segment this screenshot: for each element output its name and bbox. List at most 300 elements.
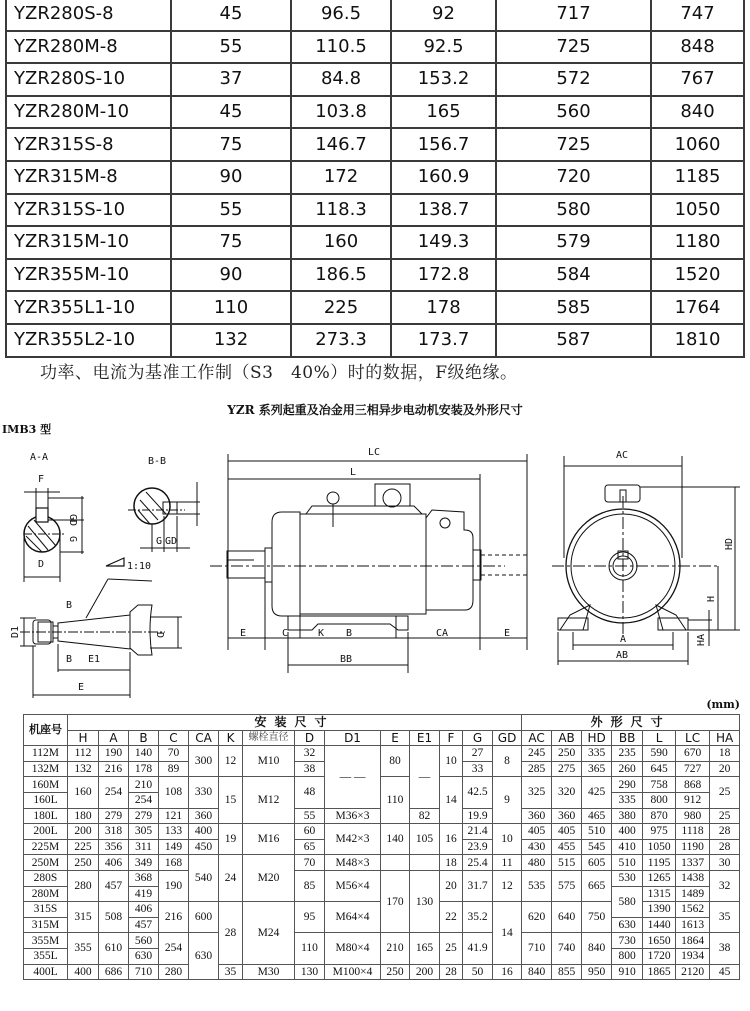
column-header: HA — [710, 730, 740, 746]
dimension-cell: 45 — [710, 964, 740, 980]
model-cell: YZR355M-10 — [6, 259, 171, 292]
dimension-cell: 1864 — [676, 933, 710, 949]
frame-number-header: 机座号 — [24, 715, 68, 746]
dimension-cell: 665 — [582, 870, 612, 901]
mounting-type-label: IMB3 型 — [2, 423, 52, 436]
dimension-cell: 279 — [129, 808, 159, 824]
table-row — [6, 96, 744, 129]
dimension-cell: 400 — [68, 964, 99, 980]
dimension-cell: 10 — [493, 824, 522, 855]
dimension-cell: 16 — [493, 964, 522, 980]
dimension-cell: 140 — [381, 824, 410, 855]
frame-number-cell: 315S — [24, 902, 68, 918]
table-row — [6, 31, 744, 64]
value-cell: 96.5 — [291, 0, 391, 31]
dimension-cell: 360 — [189, 808, 219, 824]
svg-text:L: L — [350, 467, 357, 478]
dimension-cell: 108 — [159, 777, 189, 808]
dimension-cell: 455 — [552, 839, 582, 855]
dimension-cell: 170 — [381, 870, 410, 932]
column-header: C — [159, 730, 189, 746]
dimension-cell: 216 — [159, 902, 189, 933]
value-cell: 103.8 — [291, 96, 391, 129]
dimension-cell: 356 — [99, 839, 129, 855]
dimension-cell: 25 — [710, 777, 740, 808]
drawing-labels — [10, 447, 735, 693]
dimension-cell: 1390 — [643, 902, 676, 918]
dimension-cell: 480 — [522, 855, 552, 871]
dimension-cell: M12 — [243, 777, 295, 824]
value-cell: 75 — [171, 128, 291, 161]
dimension-cell: 1934 — [676, 948, 710, 964]
dimension-cell: 400 — [612, 824, 643, 840]
dimension-cell: 912 — [676, 792, 710, 808]
column-header: 螺栓直径 — [243, 730, 295, 746]
table-row — [6, 161, 744, 194]
dimension-cell: 510 — [582, 824, 612, 840]
dimension-cell: 140 — [129, 746, 159, 762]
dimension-cell: 980 — [676, 808, 710, 824]
dimension-cell — [381, 855, 410, 871]
dimension-cell: 406 — [99, 855, 129, 871]
dimension-cell: 730 — [612, 933, 643, 949]
dimension-cell: 355 — [68, 933, 99, 964]
svg-text:D1: D1 — [10, 625, 21, 638]
svg-text:B: B — [66, 654, 73, 665]
dimension-cell: M100×4 — [325, 964, 381, 980]
value-cell: 1050 — [651, 194, 744, 227]
tapered-shaft-view — [20, 558, 182, 698]
dimension-cell: 31.7 — [463, 870, 493, 901]
model-cell: YZR315S-8 — [6, 128, 171, 161]
model-cell: YZR355L1-10 — [6, 291, 171, 324]
column-header: GD — [493, 730, 522, 746]
dimension-cell: 870 — [643, 808, 676, 824]
column-header: BB — [612, 730, 643, 746]
dimension-cell: 190 — [159, 870, 189, 901]
unit-label: (mm) — [706, 698, 740, 711]
dimension-drawing-svg — [0, 440, 750, 705]
dimension-cell: 15 — [219, 777, 243, 824]
motor-side-view — [210, 454, 527, 673]
dimension-cell: 800 — [612, 948, 643, 964]
dimension-cell: 70 — [159, 746, 189, 762]
dimension-cell: M48×3 — [325, 855, 381, 871]
dimension-cell: 130 — [295, 964, 325, 980]
dimension-cell: 60 — [295, 824, 325, 840]
dimension-cell: 12 — [493, 870, 522, 901]
svg-text:HA: HA — [696, 633, 707, 646]
value-cell: 747 — [651, 0, 744, 31]
dimension-cell: 630 — [129, 948, 159, 964]
dimension-cell: 405 — [552, 824, 582, 840]
table-row — [6, 63, 744, 96]
dimension-cell: 349 — [129, 855, 159, 871]
dimension-cell: 23.9 — [463, 839, 493, 855]
column-header: G — [463, 730, 493, 746]
value-cell: 160.9 — [391, 161, 496, 194]
dimension-cell: 48 — [295, 777, 325, 808]
value-cell: 172 — [291, 161, 391, 194]
dimension-cell: 758 — [643, 777, 676, 793]
dimension-cell: M42×3 — [325, 824, 381, 855]
value-cell: 717 — [496, 0, 651, 31]
dimension-cell: 855 — [552, 964, 582, 980]
model-cell: YZR315S-10 — [6, 194, 171, 227]
dimension-cell: 19 — [219, 824, 243, 855]
value-cell: 178 — [391, 291, 496, 324]
dimension-cell: 368 — [129, 870, 159, 886]
svg-text:E: E — [78, 682, 85, 693]
dimension-cell: 250 — [552, 746, 582, 762]
frame-number-cell: 355L — [24, 948, 68, 964]
dimension-cell: 950 — [582, 964, 612, 980]
dimension-cell: 311 — [129, 839, 159, 855]
dimension-cell: 168 — [159, 855, 189, 871]
value-cell: 110.5 — [291, 31, 391, 64]
dimension-cell: 330 — [189, 777, 219, 808]
value-cell: 572 — [496, 63, 651, 96]
table-row — [6, 194, 744, 227]
dimension-cell: 305 — [129, 824, 159, 840]
value-cell: 90 — [171, 161, 291, 194]
table-row — [24, 746, 740, 762]
svg-text:BB: BB — [340, 654, 353, 665]
dimension-cell: 25 — [440, 933, 463, 964]
dimension-cell: 430 — [522, 839, 552, 855]
table-row — [6, 291, 744, 324]
dimension-cell: 1562 — [676, 902, 710, 918]
column-header: E — [381, 730, 410, 746]
column-header: AC — [522, 730, 552, 746]
dimension-cell: 28 — [710, 824, 740, 840]
dimension-cell: 28 — [219, 902, 243, 964]
dimension-cell: 235 — [612, 746, 643, 762]
dimension-cell: M56×4 — [325, 870, 381, 901]
dimension-cell: 1190 — [676, 839, 710, 855]
dimension-cell: 910 — [612, 964, 643, 980]
dimension-cell: M30 — [243, 964, 295, 980]
dimension-cell: 18 — [710, 746, 740, 762]
model-cell: YZR280M-10 — [6, 96, 171, 129]
dimension-table — [23, 714, 740, 980]
frame-number-cell: 315M — [24, 917, 68, 933]
dimension-cell: 360 — [552, 808, 582, 824]
svg-text:1:10: 1:10 — [127, 561, 152, 572]
dimension-cell: 14 — [440, 777, 463, 824]
dimension-cell: 640 — [552, 902, 582, 933]
dimension-cell: 279 — [99, 808, 129, 824]
svg-text:E1: E1 — [88, 654, 101, 665]
column-header: HD — [582, 730, 612, 746]
dimension-cell: 1613 — [676, 917, 710, 933]
dimension-cell: 868 — [676, 777, 710, 793]
dimension-cell: 80 — [381, 746, 410, 777]
dimension-cell: 178 — [129, 761, 159, 777]
dimension-cell: 33 — [463, 761, 493, 777]
value-cell: 587 — [496, 324, 651, 357]
table-row — [24, 824, 740, 840]
svg-text:B: B — [346, 628, 353, 639]
dimension-cell: 14 — [493, 902, 522, 964]
dimension-cell: 28 — [440, 964, 463, 980]
dimension-cell: 605 — [582, 855, 612, 871]
dimension-cell: 280 — [159, 964, 189, 980]
installation-dimensions-header: 安装尺寸 — [68, 715, 522, 731]
dimension-cell: 149 — [159, 839, 189, 855]
frame-number-cell: 355M — [24, 933, 68, 949]
dimension-cell: 840 — [522, 964, 552, 980]
value-cell: 1180 — [651, 226, 744, 259]
svg-text:H: H — [706, 595, 717, 602]
dimension-cell: 38 — [295, 761, 325, 777]
dimension-cell: 560 — [129, 933, 159, 949]
table-row — [6, 128, 744, 161]
dimension-cell: 425 — [582, 777, 612, 808]
model-cell: YZR280S-10 — [6, 63, 171, 96]
dimension-cell: 133 — [159, 824, 189, 840]
dimension-cell: 1337 — [676, 855, 710, 871]
svg-text:LC: LC — [368, 447, 381, 458]
svg-text:A: A — [620, 634, 627, 645]
dimension-cell: 50 — [463, 964, 493, 980]
dimension-cell: 27 — [463, 746, 493, 762]
dimension-cell: 1650 — [643, 933, 676, 949]
dimension-cell: 2120 — [676, 964, 710, 980]
column-header: LC — [676, 730, 710, 746]
table-row — [6, 226, 744, 259]
motor-outline-drawing — [0, 440, 750, 705]
svg-text:B: B — [66, 600, 73, 611]
frame-number-cell: 200L — [24, 824, 68, 840]
svg-text:A-A: A-A — [30, 452, 49, 463]
column-header: D1 — [325, 730, 381, 746]
dimension-cell: 975 — [643, 824, 676, 840]
column-header: D — [295, 730, 325, 746]
column-header: CA — [189, 730, 219, 746]
dimension-cell: M20 — [243, 855, 295, 902]
svg-text:F: F — [38, 474, 45, 485]
dimension-cell: 325 — [522, 777, 552, 808]
dimension-cell: 457 — [129, 917, 159, 933]
dimension-cell: 365 — [582, 761, 612, 777]
svg-text:AB: AB — [616, 650, 629, 661]
dimension-cell: M24 — [243, 902, 295, 964]
dimension-cell: 280 — [68, 870, 99, 901]
dimension-cell: 21.4 — [463, 824, 493, 840]
dimension-cell: 1440 — [643, 917, 676, 933]
dimension-cell: 9 — [493, 777, 522, 824]
value-cell: 55 — [171, 31, 291, 64]
dimension-cell: 35 — [710, 902, 740, 933]
dimension-cell: 630 — [189, 933, 219, 980]
value-cell: 725 — [496, 128, 651, 161]
value-cell: 585 — [496, 291, 651, 324]
dimension-table-body — [24, 746, 740, 980]
dimension-cell: 254 — [129, 792, 159, 808]
dimension-cell: 110 — [381, 777, 410, 824]
dimension-cell: 41.9 — [463, 933, 493, 964]
dimension-cell: 410 — [612, 839, 643, 855]
value-cell: 110 — [171, 291, 291, 324]
dimension-cell: 630 — [612, 917, 643, 933]
dimension-cell: 35 — [219, 964, 243, 980]
dimension-cell: M80×4 — [325, 933, 381, 964]
frame-number-cell: 160L — [24, 792, 68, 808]
dimension-cell: 1720 — [643, 948, 676, 964]
dimension-cell: M36×3 — [325, 808, 381, 824]
dimension-cell: 800 — [643, 792, 676, 808]
dimension-cell: 670 — [676, 746, 710, 762]
dimension-cell: 28 — [710, 839, 740, 855]
value-cell: 84.8 — [291, 63, 391, 96]
dimension-cell: 610 — [99, 933, 129, 964]
dimension-cell: 165 — [410, 933, 440, 964]
value-cell: 1810 — [651, 324, 744, 357]
dimension-cell: 55 — [295, 808, 325, 824]
svg-text:GD: GD — [67, 514, 78, 527]
dimension-cell: 450 — [189, 839, 219, 855]
model-cell: YZR315M-10 — [6, 226, 171, 259]
dimension-cell: 545 — [582, 839, 612, 855]
dimension-cell: 1438 — [676, 870, 710, 886]
value-cell: 138.7 — [391, 194, 496, 227]
svg-text:E: E — [240, 628, 247, 639]
dimension-cell: 318 — [99, 824, 129, 840]
svg-text:CA: CA — [436, 628, 449, 639]
outline-dimensions-header: 外形尺寸 — [522, 715, 740, 731]
column-header-row — [24, 730, 740, 746]
dimension-cell: 590 — [643, 746, 676, 762]
value-cell: 1520 — [651, 259, 744, 292]
performance-table-body — [6, 0, 744, 357]
dimension-cell: 105 — [410, 824, 440, 855]
value-cell: 848 — [651, 31, 744, 64]
value-cell: 37 — [171, 63, 291, 96]
svg-text:AC: AC — [616, 450, 629, 461]
dimension-cell: 254 — [159, 933, 189, 964]
dimension-cell: 275 — [552, 761, 582, 777]
value-cell: 579 — [496, 226, 651, 259]
svg-text:GD: GD — [165, 536, 178, 547]
frame-number-cell: 250M — [24, 855, 68, 871]
value-cell: 149.3 — [391, 226, 496, 259]
dimension-cell: 121 — [159, 808, 189, 824]
frame-number-cell: 180L — [24, 808, 68, 824]
value-cell: 153.2 — [391, 63, 496, 96]
value-cell: 584 — [496, 259, 651, 292]
dimension-cell: 38 — [710, 933, 740, 964]
dimension-cell: 24 — [219, 855, 243, 902]
value-cell: 156.7 — [391, 128, 496, 161]
dimension-cell: 32 — [710, 870, 740, 901]
dimension-cell: 20 — [440, 870, 463, 901]
dimension-cell: 250 — [68, 855, 99, 871]
dimension-cell: 645 — [643, 761, 676, 777]
frame-number-cell: 160M — [24, 777, 68, 793]
dimension-cell: 225 — [68, 839, 99, 855]
table-row — [24, 964, 740, 980]
dimension-cell: 530 — [612, 870, 643, 886]
dimension-cell: 315 — [68, 902, 99, 933]
dimension-cell: 580 — [612, 886, 643, 917]
dimension-cell: 216 — [99, 761, 129, 777]
dimension-cell: 16 — [440, 824, 463, 855]
dimension-cell: 510 — [612, 855, 643, 871]
value-cell: 92 — [391, 0, 496, 31]
dimension-cell: 200 — [410, 964, 440, 980]
svg-text:E: E — [504, 628, 511, 639]
dimension-cell: M10 — [243, 746, 295, 777]
value-cell: 172.8 — [391, 259, 496, 292]
value-cell: 45 — [171, 0, 291, 31]
dimension-cell: 10 — [440, 746, 463, 777]
dimension-cell: 70 — [295, 855, 325, 871]
dimension-cell: 12 — [219, 746, 243, 777]
section-title: YZR 系列起重及冶金用三相异步电动机安装及外形尺寸 — [227, 403, 523, 417]
dimension-cell: 245 — [522, 746, 552, 762]
dimension-cell: 132 — [68, 761, 99, 777]
svg-text:D: D — [154, 632, 165, 639]
dimension-cell: 42.5 — [463, 777, 493, 808]
dimension-cell: 25.4 — [463, 855, 493, 871]
frame-number-cell: 112M — [24, 746, 68, 762]
value-cell: 1060 — [651, 128, 744, 161]
model-cell: YZR280S-8 — [6, 0, 171, 31]
frame-number-cell: 400L — [24, 964, 68, 980]
column-header: K — [219, 730, 243, 746]
column-header: F — [440, 730, 463, 746]
dimension-cell: 508 — [99, 902, 129, 933]
value-cell: 560 — [496, 96, 651, 129]
dimension-cell: 210 — [129, 777, 159, 793]
model-cell: YZR280M-8 — [6, 31, 171, 64]
frame-number-cell: 280M — [24, 886, 68, 902]
value-cell: 767 — [651, 63, 744, 96]
dimension-cell: 8 — [493, 746, 522, 777]
dimension-cell: 35.2 — [463, 902, 493, 933]
dimension-cell: 110 — [295, 933, 325, 964]
dimension-cell: 320 — [552, 777, 582, 808]
dimension-cell: 300 — [189, 746, 219, 777]
table-row — [6, 324, 744, 357]
svg-text:G: G — [67, 536, 78, 543]
column-header: AB — [552, 730, 582, 746]
value-cell: 173.7 — [391, 324, 496, 357]
table-row — [24, 870, 740, 886]
dimension-cell: 1865 — [643, 964, 676, 980]
model-cell: YZR315M-8 — [6, 161, 171, 194]
motor-front-view — [552, 456, 740, 665]
dimension-cell: M16 — [243, 824, 295, 855]
dimension-cell: 160 — [68, 777, 99, 808]
dimension-cell: 727 — [676, 761, 710, 777]
value-cell: 840 — [651, 96, 744, 129]
dimension-cell: 130 — [410, 870, 440, 932]
value-cell: 132 — [171, 324, 291, 357]
dimension-cell: 95 — [295, 902, 325, 933]
column-header: H — [68, 730, 99, 746]
dimension-cell: 465 — [582, 808, 612, 824]
dimension-cell: 32 — [295, 746, 325, 762]
dimension-cell: 20 — [710, 761, 740, 777]
dimension-cell: 406 — [129, 902, 159, 918]
dimension-cell: 1118 — [676, 824, 710, 840]
dimension-cell: 1195 — [643, 855, 676, 871]
dimension-cell: — — [410, 746, 440, 808]
section-bb-view — [128, 482, 200, 552]
dimension-cell: 65 — [295, 839, 325, 855]
